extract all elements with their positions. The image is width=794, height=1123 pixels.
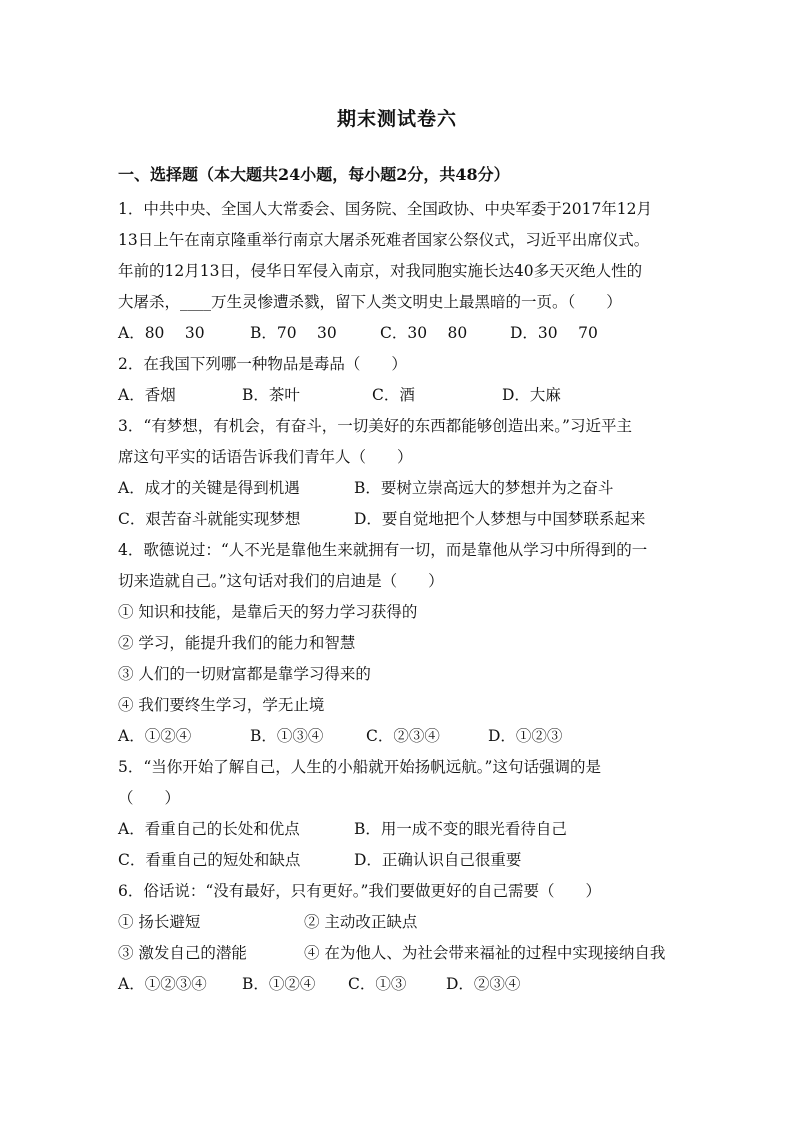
section-heading: 一、选择题（本大题共24小题，每小题2分，共48分） (118, 165, 510, 184)
question-6 (118, 876, 678, 1000)
option-a: A．成才的关键是得到机遇 (118, 479, 300, 497)
statement-item: ② 主动改正缺点 (304, 913, 418, 931)
question-1 (118, 194, 678, 349)
answer-options (118, 473, 678, 504)
option-a: A．①②③④ (118, 975, 207, 993)
option-a: A．①②④ (118, 727, 192, 745)
option-b: B．要树立崇高远大的梦想并为之奋斗 (354, 479, 614, 497)
question-5 (118, 752, 678, 876)
answer-options (118, 318, 678, 349)
option-b: B．用一成不变的眼光看待自己 (354, 820, 567, 838)
question-list (118, 194, 678, 1000)
question-stem-line: 2．在我国下列哪一种物品是毒品（ ） (118, 355, 407, 373)
question-stem-line: 6．俗话说：“没有最好，只有更好。”我们要做更好的自己需要（ ） (118, 882, 601, 900)
option-d: D．要自觉地把个人梦想与中国梦联系起来 (354, 510, 646, 528)
answer-options (118, 845, 678, 876)
question-stem-line: 年前的12月13日，侵华日军侵入南京，对我同胞实施长达40多天灭绝人性的 (118, 262, 643, 280)
option-b: B．①③④ (250, 727, 324, 745)
statement-row (118, 907, 678, 938)
question-2 (118, 349, 678, 411)
question-stem-line: 切来造就自己。”这句话对我们的启迪是（ ） (118, 572, 444, 590)
answer-options (118, 814, 678, 845)
question-stem-line: 13日上午在南京隆重举行南京大屠杀死难者国家公祭仪式，习近平出席仪式。 (118, 231, 650, 249)
option-c: C．看重自己的短处和缺点 (118, 851, 301, 869)
option-a: A．看重自己的长处和优点 (118, 820, 300, 838)
question-stem-line: 5．“当你开始了解自己，人生的小船就开始扬帆远航。”这句话强调的是 (118, 758, 601, 776)
statement-item: ③ 激发自己的潜能 (118, 944, 247, 962)
statement-item: ④ 我们要终生学习，学无止境 (118, 696, 325, 714)
option-d: D．②③④ (446, 975, 521, 993)
question-stem-line: 4．歌德说过：“人不光是靠他生来就拥有一切，而是靠他从学习中所得到的一 (118, 541, 648, 559)
option-a: A．80 30 (118, 324, 205, 342)
option-c: C．②③④ (366, 727, 440, 745)
option-d: D．①②③ (488, 727, 563, 745)
question-stem-line: 1．中共中央、全国人大常委会、国务院、全国政协、中央军委于2017年12月 (118, 200, 653, 218)
statement-item: ③ 人们的一切财富都是靠学习得来的 (118, 665, 371, 683)
statement-item: ① 知识和技能，是靠后天的努力学习获得的 (118, 603, 418, 621)
question-stem-line: （ ） (118, 789, 181, 807)
option-c: C．艰苦奋斗就能实现梦想 (118, 510, 301, 528)
option-c: C．酒 (372, 386, 415, 404)
statement-item: ① 扬长避短 (118, 913, 201, 931)
statement-item: ② 学习，能提升我们的能力和智慧 (118, 634, 356, 652)
answer-options (118, 721, 678, 752)
statement-item: ④ 在为他人、为社会带来福祉的过程中实现接纳自我 (304, 944, 666, 962)
option-b: B．①②④ (242, 975, 316, 993)
question-stem-line: 大屠杀，____万生灵惨遭杀戮，留下人类文明史上最黑暗的一页。（ ） (118, 293, 622, 311)
option-c: C．30 80 (380, 324, 468, 342)
answer-options (118, 380, 678, 411)
option-c: C．①③ (348, 975, 407, 993)
option-b: B．茶叶 (242, 386, 300, 404)
answer-options (118, 969, 678, 1000)
question-3 (118, 411, 678, 535)
statement-row (118, 938, 678, 969)
option-a: A．香烟 (118, 386, 176, 404)
question-stem-line: 3．“有梦想，有机会，有奋斗，一切美好的东西都能够创造出来。”习近平主 (118, 417, 632, 435)
exam-title: 期末测试卷六 (336, 108, 457, 130)
question-4 (118, 535, 678, 752)
question-stem-line: 席这句平实的话语告诉我们青年人（ ） (118, 448, 413, 466)
option-b: B．70 30 (250, 324, 337, 342)
option-d: D．30 70 (510, 324, 598, 342)
answer-options (118, 504, 678, 535)
option-d: D．大麻 (502, 386, 561, 404)
option-d: D．正确认识自己很重要 (354, 851, 522, 869)
